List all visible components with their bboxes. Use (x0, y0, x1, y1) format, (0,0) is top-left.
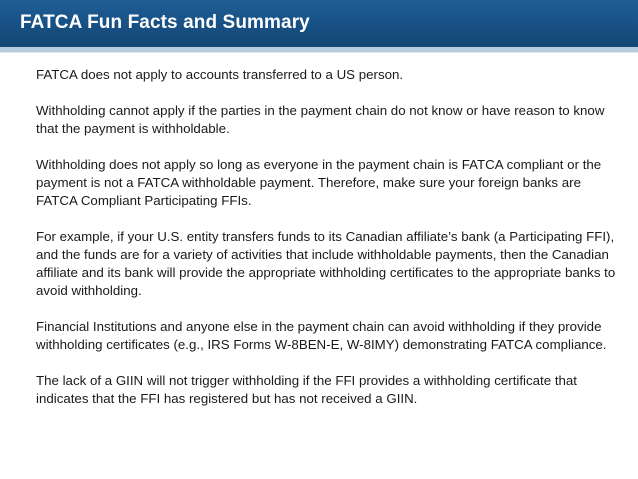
paragraph-example: For example, if your U.S. entity transfers funds to its Canadian affiliate’s bank (a Participating FFI), and the funds are for a variety of activities that include withholdable payments, then the Canadian affiliate and its bank will provide the appropriate withholding certificates to the appropriate banks to avoid withholding. (36, 229, 616, 298)
header-divider-light (0, 52, 638, 53)
paragraph-compliant-chain: Withholding does not apply so long as everyone in the payment chain is FATCA compliant or the payment is not a FATCA withholdable payment. Therefore, make sure your foreign banks are FATCA Compliant Participating FFIs. (36, 157, 602, 208)
slide-title: FATCA Fun Facts and Summary (20, 12, 310, 33)
paragraph-accounts-transferred: FATCA does not apply to accounts transferred to a US person. (36, 67, 404, 82)
paragraph-withholding-knowledge: Withholding cannot apply if the parties in the payment chain do not know or have reason to know that the payment is withholdable. (36, 103, 605, 136)
paragraph-withholding-certificates: Financial Institutions and anyone else in the payment chain can avoid withholding if they provide withholding certificates (e.g., IRS Forms W-8BEN-E, W-8IMY) demonstrating FATCA compliance. (36, 319, 607, 352)
slide-body (36, 66, 616, 408)
slide-header (0, 0, 638, 47)
paragraph-giin: The lack of a GIIN will not trigger withholding if the FFI provides a withholding certificate that indicates that the FFI has registered but has not received a GIIN. (36, 373, 577, 406)
